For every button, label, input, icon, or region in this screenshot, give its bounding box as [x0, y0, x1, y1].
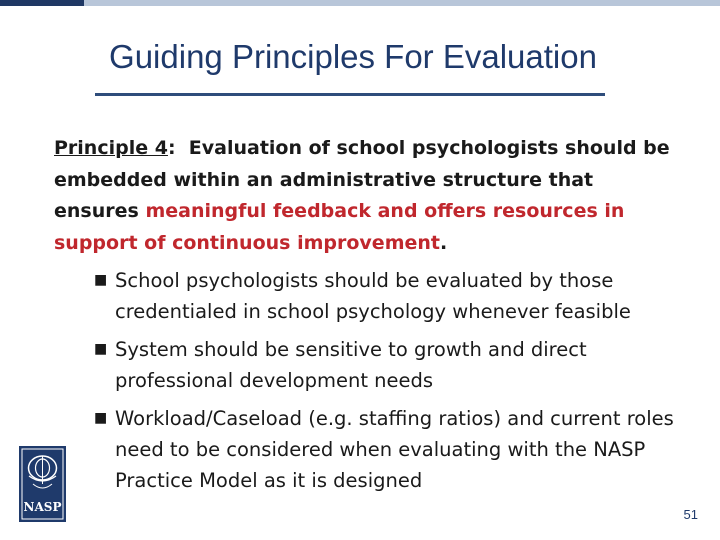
principle-text: Evaluation of school psychologists should be embedded within an administrative structure that ensures: [54, 137, 677, 222]
top-bar-dark-segment: [0, 0, 84, 6]
principle-statement: [54, 133, 684, 259]
title-underline: [95, 93, 605, 96]
slide-title: Guiding Principles For Evaluation: [109, 38, 597, 75]
bullet-text: Workload/Caseload (e.g. staffing ratios) and current roles need to be considered when evaluating with the NASP Practice Model as it is designed: [115, 407, 674, 492]
bullet-item: [94, 334, 694, 396]
bullet-marker-icon: ■: [94, 341, 108, 357]
principle-colon: :: [167, 137, 176, 159]
principle-label: Principle 4: [54, 137, 168, 159]
principle-period: .: [439, 231, 448, 254]
bullet-text: System should be sensitive to growth and direct professional development needs: [115, 338, 587, 392]
bullet-item: [94, 403, 694, 496]
nasp-logo: [19, 446, 66, 522]
logo-text: NASP: [23, 500, 62, 514]
principle-highlight: meaningful feedback and offers resources in support of continuous improvement: [54, 200, 625, 254]
bullet-marker-icon: ■: [94, 410, 108, 426]
bullet-item: [94, 265, 694, 327]
bullet-marker-icon: ■: [94, 272, 108, 288]
top-bar-light-segment: [84, 0, 720, 6]
page-number: 51: [683, 507, 698, 522]
bullet-text: School psychologists should be evaluated by those credentialed in school psychology whenever feasible: [115, 269, 631, 323]
bullet-list: [94, 265, 694, 503]
